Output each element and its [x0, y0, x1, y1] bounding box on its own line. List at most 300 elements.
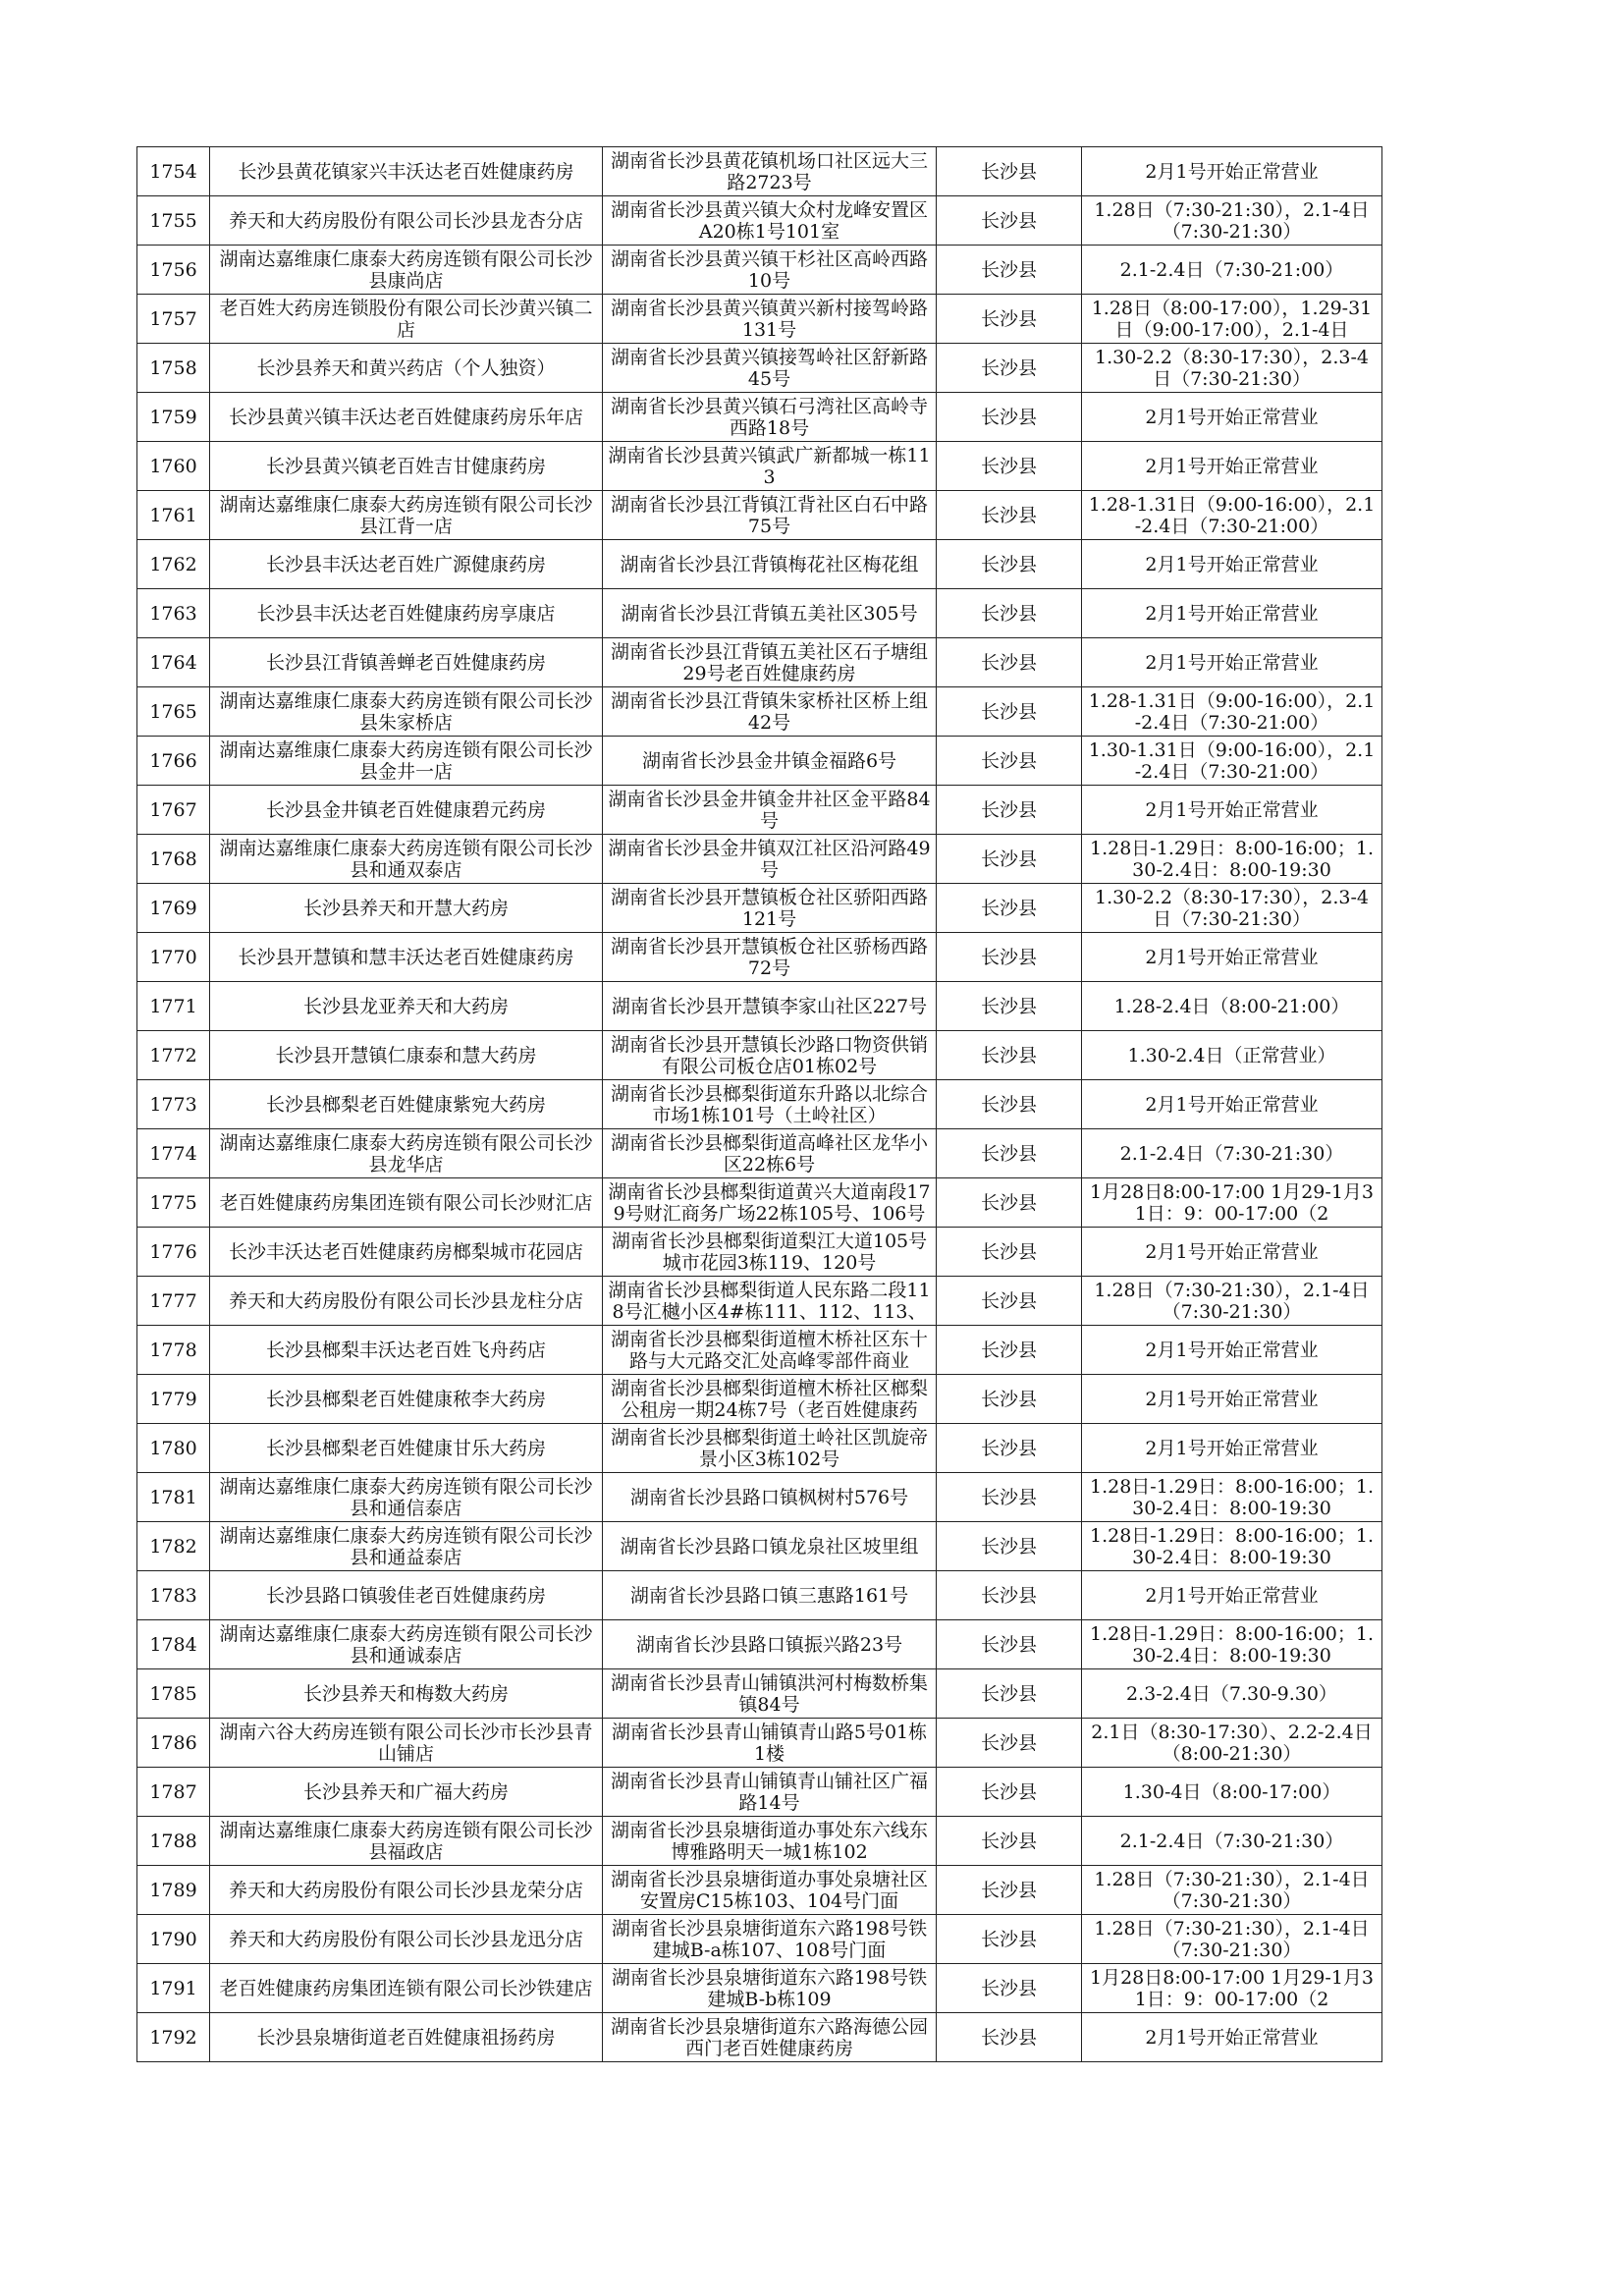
district-cell-text: 长沙县: [980, 1584, 1037, 1607]
row-number-cell: [137, 344, 210, 393]
business-hours-cell: [1082, 540, 1382, 589]
pharmacy-name-cell-text: 长沙县路口镇骏佳老百姓健康药房: [265, 1584, 546, 1607]
row-number-cell-text: 1788: [149, 1830, 197, 1852]
district-cell: [937, 1031, 1082, 1080]
district-cell-text: 长沙县: [980, 1142, 1037, 1165]
business-hours-cell-text: 1.28日（7:30-21:30），2.1-4日（7:30-21:30）: [1094, 1917, 1370, 1961]
pharmacy-name-cell-text: 湖南达嘉维康仁康泰大药房连锁有限公司长沙县和通诚泰店: [219, 1622, 593, 1667]
row-number-cell: [137, 1571, 210, 1620]
table-row: [137, 1129, 1382, 1178]
row-number-cell-text: 1755: [149, 209, 197, 232]
district-cell: [937, 246, 1082, 295]
business-hours-cell: [1082, 1080, 1382, 1129]
pharmacy-name-cell-text: 养天和大药房股份有限公司长沙县龙杏分店: [228, 209, 583, 232]
table-row: [137, 737, 1382, 786]
district-cell: [937, 196, 1082, 246]
address-cell: [603, 1620, 937, 1669]
business-hours-cell-text: 2月1号开始正常营业: [1145, 1388, 1319, 1410]
pharmacy-name-cell: [210, 1228, 603, 1277]
pharmacy-name-cell-text: 湖南达嘉维康仁康泰大药房连锁有限公司长沙县和通信泰店: [219, 1475, 593, 1519]
business-hours-cell-text: 2月1号开始正常营业: [1145, 455, 1319, 477]
address-cell-text: 湖南省长沙县泉塘街道东六路198号铁建城B-b栋109: [611, 1966, 928, 2010]
business-hours-cell-text: 1.30-1.31日（9:00-16:00），2.1-2.4日（7:30-21:00）: [1088, 738, 1376, 783]
table-row: [137, 1719, 1382, 1768]
address-cell-text: 湖南省长沙县江背镇五美社区305号: [621, 602, 918, 625]
row-number-cell: [137, 147, 210, 196]
address-cell: [603, 1669, 937, 1719]
district-cell-text: 长沙县: [980, 1977, 1037, 1999]
district-cell-text: 长沙县: [980, 651, 1037, 674]
district-cell-text: 长沙县: [980, 1437, 1037, 1459]
pharmacy-name-cell-text: 长沙县泉塘街道老百姓健康祖扬药房: [256, 2026, 556, 2049]
address-cell-text: 湖南省长沙县开慧镇长沙路口物资供销有限公司板仓店01栋02号: [610, 1033, 928, 1077]
district-cell: [937, 147, 1082, 196]
row-number-cell-text: 1783: [149, 1584, 197, 1607]
pharmacy-name-cell-text: 湖南达嘉维康仁康泰大药房连锁有限公司长沙县江背一店: [219, 493, 593, 537]
pharmacy-name-cell: [210, 196, 603, 246]
table-row: [137, 1964, 1382, 2013]
pharmacy-name-cell-text: 湖南达嘉维康仁康泰大药房连锁有限公司长沙县康尚店: [219, 247, 593, 292]
table-row: [137, 1277, 1382, 1326]
row-number-cell-text: 1790: [149, 1928, 197, 1950]
pharmacy-name-cell-text: 长沙县榔梨老百姓健康紫宛大药房: [265, 1093, 546, 1116]
pharmacy-name-cell-text: 长沙县榔梨老百姓健康甘乐大药房: [265, 1437, 546, 1459]
district-cell: [937, 1277, 1082, 1326]
pharmacy-name-cell-text: 老百姓大药房连锁股份有限公司长沙黄兴镇二店: [219, 297, 593, 341]
business-hours-cell-text: 2月1号开始正常营业: [1145, 946, 1319, 968]
address-cell: [603, 1768, 937, 1817]
district-cell-text: 长沙县: [980, 1879, 1037, 1901]
row-number-cell-text: 1782: [149, 1535, 197, 1558]
address-cell-text: 湖南省长沙县开慧镇李家山社区227号: [611, 995, 928, 1017]
district-cell: [937, 737, 1082, 786]
address-cell-text: 湖南省长沙县江背镇朱家桥社区桥上组42号: [610, 689, 928, 734]
row-number-cell-text: 1775: [149, 1191, 197, 1214]
address-cell-text: 湖南省长沙县泉塘街道办事处东六线东博雅路明天一城1栋102: [610, 1819, 928, 1863]
business-hours-cell: [1082, 687, 1382, 737]
table-row: [137, 1571, 1382, 1620]
address-cell: [603, 1817, 937, 1866]
district-cell-text: 长沙县: [980, 995, 1037, 1017]
pharmacy-name-cell: [210, 737, 603, 786]
pharmacy-name-cell-text: 长沙县榔梨老百姓健康秾李大药房: [265, 1388, 546, 1410]
business-hours-cell: [1082, 393, 1382, 442]
district-cell-text: 长沙县: [980, 553, 1037, 575]
address-cell-text: 湖南省长沙县榔梨街道黄兴大道南段179号财汇商务广场22栋105号、106号: [608, 1180, 931, 1225]
business-hours-cell: [1082, 884, 1382, 933]
district-cell: [937, 344, 1082, 393]
district-cell: [937, 1129, 1082, 1178]
address-cell-text: 湖南省长沙县泉塘街道办事处泉塘社区安置房C15栋103、104号门面: [610, 1868, 928, 1912]
district-cell-text: 长沙县: [980, 504, 1037, 526]
address-cell: [603, 1375, 937, 1424]
business-hours-cell-text: 1月28日8:00-17:00 1月29-1月31日：9：00-17:00（2: [1089, 1180, 1374, 1225]
address-cell: [603, 1129, 937, 1178]
table-row: [137, 1031, 1382, 1080]
row-number-cell: [137, 196, 210, 246]
business-hours-cell-text: 2.3-2.4日（7.30-9.30）: [1126, 1682, 1337, 1705]
address-cell: [603, 982, 937, 1031]
pharmacy-name-cell: [210, 1817, 603, 1866]
address-cell: [603, 442, 937, 491]
table-row: [137, 1375, 1382, 1424]
business-hours-cell: [1082, 1424, 1382, 1473]
table-row: [137, 1228, 1382, 1277]
district-cell-text: 长沙县: [980, 700, 1037, 723]
row-number-cell: [137, 1375, 210, 1424]
district-cell-text: 长沙县: [980, 1388, 1037, 1410]
row-number-cell-text: 1765: [149, 700, 197, 723]
business-hours-cell: [1082, 1571, 1382, 1620]
pharmacy-name-cell: [210, 491, 603, 540]
table-row: [137, 393, 1382, 442]
business-hours-cell: [1082, 1768, 1382, 1817]
district-cell-text: 长沙县: [980, 1731, 1037, 1754]
row-number-cell-text: 1757: [149, 307, 197, 330]
row-number-cell: [137, 1817, 210, 1866]
district-cell-text: 长沙县: [980, 1289, 1037, 1312]
pharmacy-name-cell-text: 长沙县养天和开慧大药房: [302, 897, 509, 919]
business-hours-cell-text: 1.30-4日（8:00-17:00）: [1122, 1780, 1341, 1803]
address-cell: [603, 1326, 937, 1375]
business-hours-cell: [1082, 295, 1382, 344]
address-cell-text: 湖南省长沙县开慧镇板仓社区骄阳西路121号: [610, 886, 928, 930]
address-cell-text: 湖南省长沙县黄兴镇黄兴新村接驾岭路131号: [610, 297, 928, 341]
row-number-cell-text: 1759: [149, 406, 197, 428]
row-number-cell-text: 1784: [149, 1633, 197, 1656]
table-row: [137, 1817, 1382, 1866]
address-cell-text: 湖南省长沙县黄兴镇石弓湾社区高岭寺西路18号: [610, 395, 928, 439]
district-cell-text: 长沙县: [980, 1093, 1037, 1116]
pharmacy-name-cell-text: 长沙县金井镇老百姓健康碧元药房: [265, 798, 546, 821]
address-cell-text: 湖南省长沙县黄兴镇干杉社区高岭西路10号: [610, 247, 928, 292]
address-cell: [603, 1964, 937, 2013]
address-cell-text: 湖南省长沙县金井镇金井社区金平路84号: [608, 788, 931, 832]
business-hours-cell-text: 1.30-2.2（8:30-17:30），2.3-4日（7:30-21:30）: [1094, 886, 1369, 930]
business-hours-cell: [1082, 442, 1382, 491]
business-hours-cell-text: 1.28日-1.29日：8:00-16:00；1.30-2.4日：8:00-19:30: [1090, 1524, 1374, 1568]
table-row: [137, 1866, 1382, 1915]
address-cell-text: 湖南省长沙县路口镇龙泉社区坡里组: [620, 1535, 919, 1558]
business-hours-cell-text: 2月1号开始正常营业: [1145, 1437, 1319, 1459]
row-number-cell: [137, 1228, 210, 1277]
row-number-cell: [137, 1031, 210, 1080]
district-cell-text: 长沙县: [980, 406, 1037, 428]
row-number-cell-text: 1792: [149, 2026, 197, 2049]
district-cell-text: 长沙县: [980, 307, 1037, 330]
district-cell-text: 长沙县: [980, 1486, 1037, 1508]
row-number-cell-text: 1758: [149, 356, 197, 379]
district-cell: [937, 1424, 1082, 1473]
table-row: [137, 1080, 1382, 1129]
district-cell-text: 长沙县: [980, 356, 1037, 379]
address-cell: [603, 1424, 937, 1473]
business-hours-cell: [1082, 246, 1382, 295]
district-cell: [937, 1326, 1082, 1375]
pharmacy-name-cell-text: 长沙县榔梨丰沃达老百姓飞舟药店: [265, 1339, 546, 1361]
business-hours-cell: [1082, 737, 1382, 786]
row-number-cell: [137, 1522, 210, 1571]
pharmacy-name-cell: [210, 1719, 603, 1768]
pharmacy-name-cell-text: 湖南达嘉维康仁康泰大药房连锁有限公司长沙县金井一店: [219, 738, 593, 783]
table-row: [137, 638, 1382, 687]
pharmacy-name-cell: [210, 589, 603, 638]
district-cell: [937, 638, 1082, 687]
row-number-cell: [137, 2013, 210, 2062]
address-cell: [603, 1228, 937, 1277]
business-hours-cell-text: 1.28日-1.29日：8:00-16:00；1.30-2.4日：8:00-19:30: [1090, 1475, 1374, 1519]
district-cell-text: 长沙县: [980, 1339, 1037, 1361]
pharmacy-name-cell-text: 养天和大药房股份有限公司长沙县龙荣分店: [228, 1879, 583, 1901]
address-cell: [603, 344, 937, 393]
table-row: [137, 589, 1382, 638]
pharmacy-name-cell: [210, 295, 603, 344]
pharmacy-name-cell: [210, 344, 603, 393]
pharmacy-name-cell: [210, 246, 603, 295]
pharmacy-name-cell-text: 老百姓健康药房集团连锁有限公司长沙财汇店: [219, 1191, 593, 1214]
pharmacy-name-cell: [210, 982, 603, 1031]
business-hours-cell: [1082, 1915, 1382, 1964]
address-cell-text: 湖南省长沙县黄兴镇武广新都城一栋113: [608, 444, 931, 488]
row-number-cell-text: 1754: [149, 160, 197, 183]
business-hours-cell-text: 1.28-1.31日（9:00-16:00），2.1-2.4日（7:30-21:00）: [1088, 689, 1376, 734]
district-cell: [937, 1768, 1082, 1817]
address-cell-text: 湖南省长沙县泉塘街道东六路海德公园西门老百姓健康药房: [610, 2015, 928, 2059]
row-number-cell: [137, 1129, 210, 1178]
row-number-cell-text: 1777: [149, 1289, 197, 1312]
business-hours-cell-text: 2.1日（8:30-17:30）、2.2-2.4日（8:00-21:30）: [1091, 1721, 1373, 1765]
business-hours-cell-text: 1.28日（8:00-17:00），1.29-31日（9:00-17:00），2.1-4日: [1091, 297, 1373, 341]
pharmacy-name-cell: [210, 442, 603, 491]
business-hours-cell: [1082, 491, 1382, 540]
district-cell-text: 长沙县: [980, 1240, 1037, 1263]
district-cell-text: 长沙县: [980, 1191, 1037, 1214]
address-cell-text: 湖南省长沙县江背镇江背社区白石中路75号: [610, 493, 928, 537]
district-cell-text: 长沙县: [980, 1780, 1037, 1803]
pharmacy-name-cell-text: 长沙县开慧镇和慧丰沃达老百姓健康药房: [238, 946, 574, 968]
address-cell: [603, 1473, 937, 1522]
business-hours-cell: [1082, 2013, 1382, 2062]
pharmacy-name-cell: [210, 687, 603, 737]
row-number-cell: [137, 1326, 210, 1375]
address-cell-text: 湖南省长沙县榔梨街道梨江大道105号城市花园3栋119、120号: [611, 1230, 928, 1274]
row-number-cell-text: 1774: [149, 1142, 197, 1165]
row-number-cell: [137, 835, 210, 884]
pharmacy-name-cell: [210, 1964, 603, 2013]
business-hours-cell: [1082, 982, 1382, 1031]
pharmacy-name-cell: [210, 1915, 603, 1964]
district-cell: [937, 687, 1082, 737]
address-cell: [603, 196, 937, 246]
row-number-cell-text: 1787: [149, 1780, 197, 1803]
pharmacy-name-cell: [210, 1768, 603, 1817]
district-cell-text: 长沙县: [980, 1830, 1037, 1852]
pharmacy-name-cell-text: 湖南达嘉维康仁康泰大药房连锁有限公司长沙县龙华店: [219, 1131, 593, 1175]
address-cell-text: 湖南省长沙县泉塘街道东六路198号铁建城B-a栋107、108号门面: [611, 1917, 928, 1961]
pharmacy-table: [136, 146, 1382, 2062]
row-number-cell: [137, 1277, 210, 1326]
pharmacy-name-cell-text: 湖南达嘉维康仁康泰大药房连锁有限公司长沙县福政店: [219, 1819, 593, 1863]
pharmacy-name-cell: [210, 1129, 603, 1178]
row-number-cell: [137, 246, 210, 295]
table-row: [137, 540, 1382, 589]
table-row: [137, 344, 1382, 393]
row-number-cell-text: 1785: [149, 1682, 197, 1705]
address-cell: [603, 589, 937, 638]
pharmacy-name-cell: [210, 540, 603, 589]
business-hours-cell: [1082, 1178, 1382, 1228]
pharmacy-name-cell: [210, 1669, 603, 1719]
business-hours-cell-text: 2月1号开始正常营业: [1145, 1240, 1319, 1263]
address-cell: [603, 1277, 937, 1326]
row-number-cell-text: 1789: [149, 1879, 197, 1901]
district-cell: [937, 884, 1082, 933]
table-row: [137, 1915, 1382, 1964]
address-cell-text: 湖南省长沙县开慧镇板仓社区骄杨西路72号: [610, 935, 928, 979]
address-cell: [603, 1719, 937, 1768]
district-cell: [937, 295, 1082, 344]
district-cell: [937, 1522, 1082, 1571]
table-row: [137, 1424, 1382, 1473]
pharmacy-name-cell-text: 老百姓健康药房集团连锁有限公司长沙铁建店: [219, 1977, 593, 1999]
business-hours-cell-text: 2.1-2.4日（7:30-21:30）: [1119, 1142, 1344, 1165]
pharmacy-name-cell: [210, 884, 603, 933]
business-hours-cell: [1082, 1326, 1382, 1375]
pharmacy-name-cell-text: 湖南六谷大药房连锁有限公司长沙市长沙县青山铺店: [219, 1721, 593, 1765]
business-hours-cell-text: 1.30-2.2（8:30-17:30），2.3-4日（7:30-21:30）: [1094, 346, 1369, 390]
row-number-cell: [137, 1178, 210, 1228]
district-cell: [937, 491, 1082, 540]
address-cell-text: 湖南省长沙县青山铺镇青山铺社区广福路14号: [610, 1770, 928, 1814]
pharmacy-name-cell-text: 养天和大药房股份有限公司长沙县龙迅分店: [228, 1928, 583, 1950]
row-number-cell-text: 1772: [149, 1044, 197, 1066]
row-number-cell: [137, 295, 210, 344]
pharmacy-name-cell: [210, 1473, 603, 1522]
pharmacy-name-cell-text: 长沙县黄兴镇丰沃达老百姓健康药房乐年店: [228, 406, 583, 428]
address-cell: [603, 933, 937, 982]
business-hours-cell-text: 1.28-2.4日（8:00-21:00）: [1113, 995, 1350, 1017]
pharmacy-name-cell: [210, 2013, 603, 2062]
address-cell-text: 湖南省长沙县金井镇金福路6号: [641, 749, 897, 772]
district-cell-text: 长沙县: [980, 1535, 1037, 1558]
district-cell: [937, 1228, 1082, 1277]
pharmacy-name-cell-text: 长沙县养天和梅数大药房: [302, 1682, 509, 1705]
district-cell: [937, 2013, 1082, 2062]
pharmacy-name-cell: [210, 1424, 603, 1473]
row-number-cell-text: 1761: [149, 504, 197, 526]
pharmacy-name-cell: [210, 1080, 603, 1129]
pharmacy-name-cell-text: 湖南达嘉维康仁康泰大药房连锁有限公司长沙县朱家桥店: [219, 689, 593, 734]
row-number-cell-text: 1791: [149, 1977, 197, 1999]
address-cell-text: 湖南省长沙县榔梨街道檀木桥社区榔梨公租房一期24栋7号（老百姓健康药: [610, 1377, 928, 1421]
district-cell-text: 长沙县: [980, 1682, 1037, 1705]
row-number-cell: [137, 1473, 210, 1522]
table-row: [137, 933, 1382, 982]
business-hours-cell: [1082, 196, 1382, 246]
address-cell-text: 湖南省长沙县青山铺镇洪河村梅数桥集镇84号: [610, 1671, 928, 1716]
address-cell-text: 湖南省长沙县榔梨街道东升路以北综合市场1栋101号（土岭社区）: [610, 1082, 928, 1126]
pharmacy-name-cell-text: 长沙县江背镇善蝉老百姓健康药房: [265, 651, 546, 674]
row-number-cell-text: 1778: [149, 1339, 197, 1361]
address-cell-text: 湖南省长沙县路口镇枫树村576号: [629, 1486, 909, 1508]
address-cell-text: 湖南省长沙县榔梨街道土岭社区凯旋帝景小区3栋102号: [610, 1426, 928, 1470]
row-number-cell-text: 1768: [149, 847, 197, 870]
pharmacy-name-cell-text: 长沙县龙亚养天和大药房: [302, 995, 509, 1017]
row-number-cell: [137, 589, 210, 638]
pharmacy-name-cell: [210, 638, 603, 687]
address-cell: [603, 786, 937, 835]
row-number-cell-text: 1771: [149, 995, 197, 1017]
district-cell-text: 长沙县: [980, 1044, 1037, 1066]
business-hours-cell-text: 1.28日（7:30-21:30），2.1-4日（7:30-21:30）: [1094, 1279, 1370, 1323]
row-number-cell: [137, 540, 210, 589]
address-cell: [603, 835, 937, 884]
pharmacy-name-cell: [210, 1522, 603, 1571]
table-row: [137, 884, 1382, 933]
address-cell-text: 湖南省长沙县路口镇振兴路23号: [635, 1633, 903, 1656]
table-row: [137, 1620, 1382, 1669]
business-hours-cell: [1082, 1817, 1382, 1866]
business-hours-cell: [1082, 1669, 1382, 1719]
district-cell: [937, 1178, 1082, 1228]
business-hours-cell-text: 1月28日8:00-17:00 1月29-1月31日：9：00-17:00（2: [1089, 1966, 1374, 2010]
district-cell-text: 长沙县: [980, 160, 1037, 183]
row-number-cell-text: 1780: [149, 1437, 197, 1459]
row-number-cell-text: 1766: [149, 749, 197, 772]
table-row: [137, 1768, 1382, 1817]
table-row: [137, 246, 1382, 295]
business-hours-cell: [1082, 1473, 1382, 1522]
row-number-cell: [137, 1719, 210, 1768]
table-row: [137, 1522, 1382, 1571]
table-row: [137, 786, 1382, 835]
row-number-cell: [137, 737, 210, 786]
address-cell-text: 湖南省长沙县金井镇双江社区沿河路49号: [608, 837, 931, 881]
row-number-cell-text: 1760: [149, 455, 197, 477]
business-hours-cell: [1082, 1522, 1382, 1571]
district-cell: [937, 1375, 1082, 1424]
address-cell: [603, 246, 937, 295]
row-number-cell: [137, 1768, 210, 1817]
row-number-cell-text: 1769: [149, 897, 197, 919]
district-cell-text: 长沙县: [980, 455, 1037, 477]
address-cell: [603, 884, 937, 933]
table-row: [137, 295, 1382, 344]
table-row: [137, 687, 1382, 737]
business-hours-cell: [1082, 835, 1382, 884]
business-hours-cell: [1082, 786, 1382, 835]
pharmacy-name-cell-text: 长沙县黄花镇家兴丰沃达老百姓健康药房: [238, 160, 574, 183]
table-row: [137, 835, 1382, 884]
pharmacy-name-cell: [210, 1178, 603, 1228]
address-cell-text: 湖南省长沙县黄兴镇大众村龙峰安置区 A20栋1号101室: [610, 198, 928, 243]
row-number-cell-text: 1776: [149, 1240, 197, 1263]
district-cell-text: 长沙县: [980, 749, 1037, 772]
pharmacy-name-cell-text: 长沙县黄兴镇老百姓吉甘健康药房: [265, 455, 546, 477]
district-cell: [937, 835, 1082, 884]
district-cell: [937, 1473, 1082, 1522]
row-number-cell-text: 1767: [149, 798, 197, 821]
business-hours-cell-text: 1.30-2.4日（正常营业）: [1127, 1044, 1336, 1066]
business-hours-cell-text: 1.28日-1.29日：8:00-16:00；1.30-2.4日：8:00-19:30: [1090, 1622, 1374, 1667]
business-hours-cell: [1082, 344, 1382, 393]
pharmacy-name-cell: [210, 933, 603, 982]
district-cell-text: 长沙县: [980, 2026, 1037, 2049]
row-number-cell-text: 1786: [149, 1731, 197, 1754]
district-cell: [937, 786, 1082, 835]
district-cell: [937, 1915, 1082, 1964]
address-cell-text: 湖南省长沙县路口镇三惠路161号: [629, 1584, 909, 1607]
